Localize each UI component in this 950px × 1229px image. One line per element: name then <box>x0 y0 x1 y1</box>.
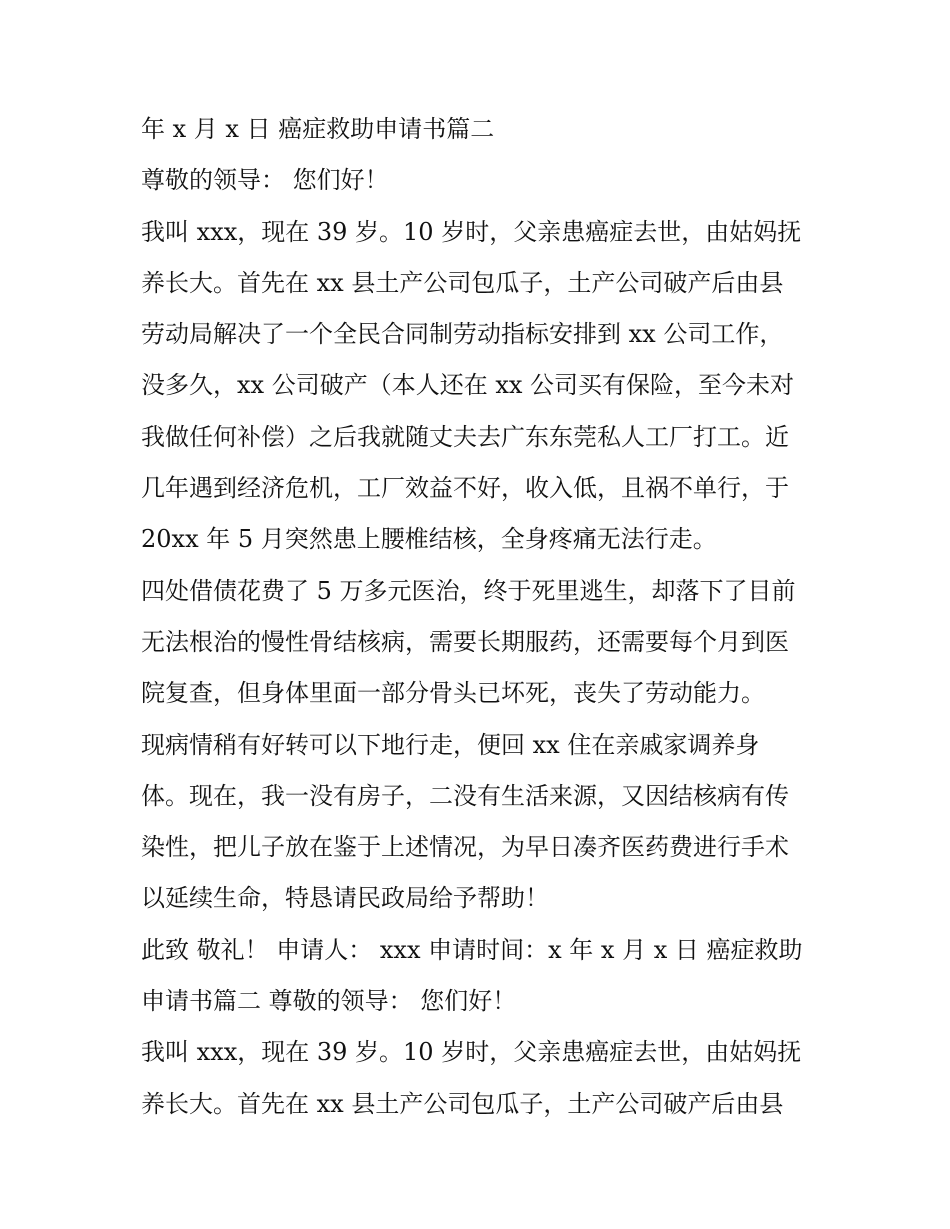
text-line: 我叫 xxx，现在 39 岁。10 岁时，父亲患癌症去世，由姑妈抚 <box>141 217 802 246</box>
text-line: 现病情稍有好转可以下地行走，便回 xx 住在亲戚家调养身 <box>141 730 760 759</box>
text-line: 申请书篇二 尊敬的领导： 您们好！ <box>141 987 517 1016</box>
text-line: 20xx 年 5 月突然患上腰椎结核，全身疼痛无法行走。 <box>141 525 717 554</box>
text-line: 我叫 xxx，现在 39 岁。10 岁时，父亲患癌症去世，由姑妈抚 <box>141 1038 802 1067</box>
text-line: 养长大。首先在 xx 县土产公司包瓜子，土产公司破产后由县 <box>141 268 784 297</box>
text-line: 四处借债花费了 5 万多元医治，终于死里逃生，却落下了目前 <box>141 576 796 605</box>
text-line: 我做任何补偿）之后我就随丈夫去广东东莞私人工厂打工。近 <box>141 422 789 451</box>
text-line: 年 x 月 x 日 癌症救助申请书篇二 <box>141 115 495 143</box>
text-line: 无法根治的慢性骨结核病，需要长期服药，还需要每个月到医 <box>141 627 789 656</box>
text-line: 染性，把儿子放在鉴于上述情况，为早日凑齐医药费进行手术 <box>141 833 789 862</box>
document-body <box>141 104 831 1130</box>
text-line: 没多久，xx 公司破产（本人还在 xx 公司买有保险，至今未对 <box>141 371 795 400</box>
text-line: 养长大。首先在 xx 县土产公司包瓜子，土产公司破产后由县 <box>141 1089 784 1118</box>
text-line: 院复查，但身体里面一部分骨头已坏死，丧失了劳动能力。 <box>141 679 765 708</box>
text-line: 劳动局解决了一个全民合同制劳动指标安排到 xx 公司工作， <box>141 320 784 349</box>
text-line: 尊敬的领导： 您们好！ <box>141 166 389 195</box>
text-line: 体。现在，我一没有房子，二没有生活来源，又因结核病有传 <box>141 781 789 810</box>
text-line: 以延续生命，特恳请民政局给予帮助！ <box>141 884 549 913</box>
text-line: 几年遇到经济危机，工厂效益不好，收入低，且祸不单行，于 <box>141 474 789 503</box>
text-line: 此致 敬礼！ 申请人： xxx 申请时间：x 年 x 月 x 日 癌症救助 <box>141 935 803 964</box>
